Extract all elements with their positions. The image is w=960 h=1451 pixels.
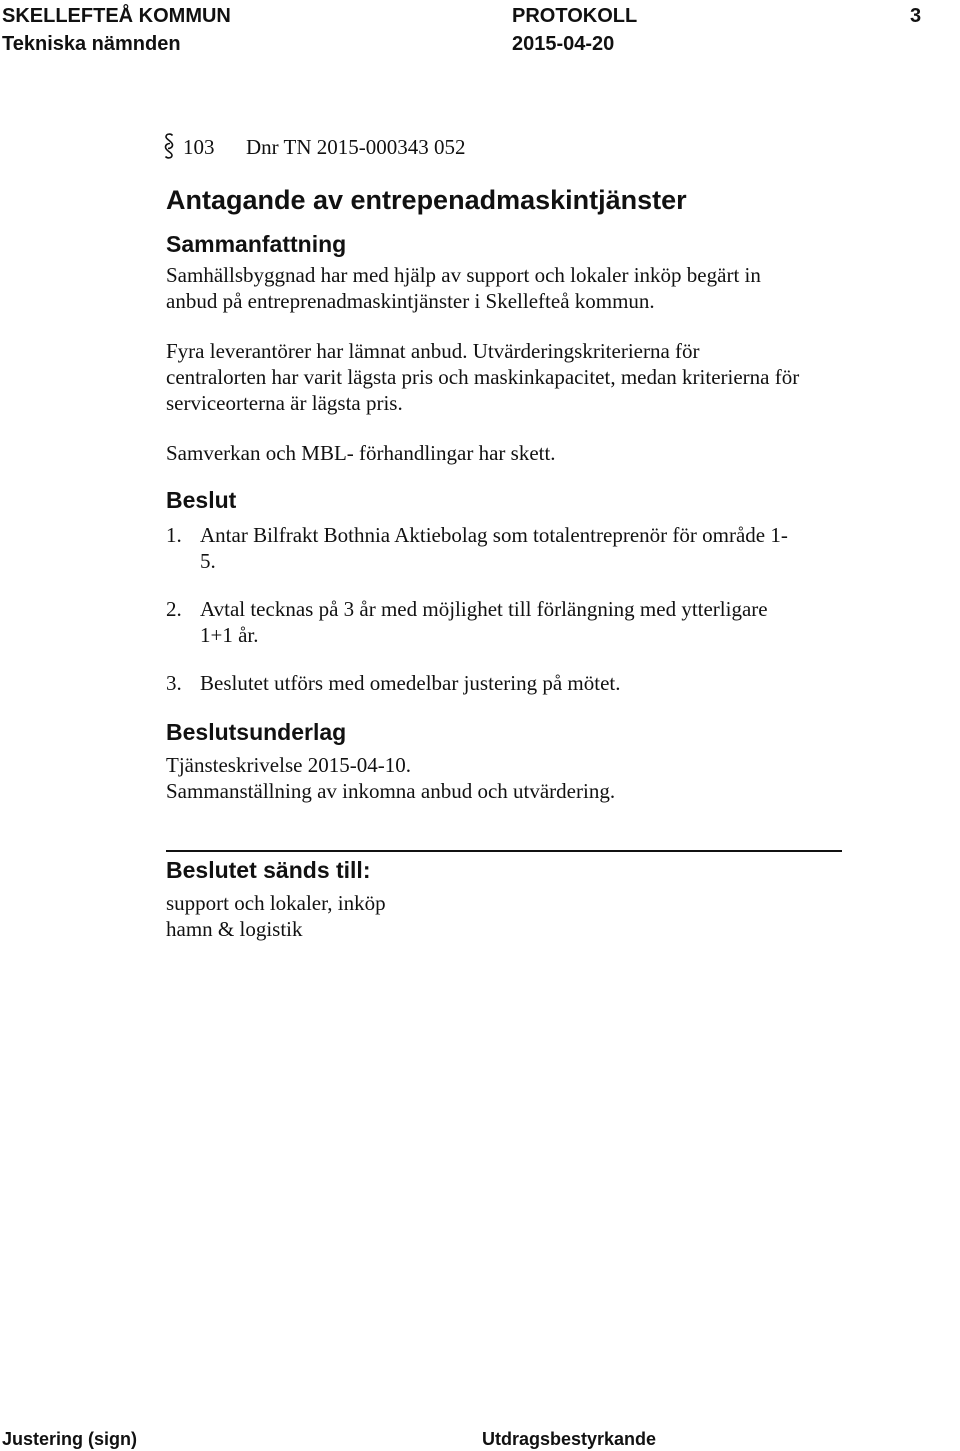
decision-item-text: Avtal tecknas på 3 år med möjlighet till förlängning med ytterligare	[200, 597, 768, 621]
decision-item-text: 1+1 år.	[200, 623, 259, 647]
recipient: hamn & logistik	[166, 917, 303, 941]
footer-certification-label: Utdragsbestyrkande	[482, 1429, 657, 1449]
basis-text: Sammanställning av inkomna anbud och utvärdering.	[166, 779, 616, 803]
summary-text: Samhällsbyggnad har med hjälp av support och lokaler inköp begärt in	[166, 263, 761, 287]
divider-line	[166, 850, 842, 852]
summary-text: anbud på entreprenadmaskintjänster i Skellefteå kommun.	[166, 289, 655, 313]
item-number: 103	[183, 135, 215, 159]
decision-item-text: Antar Bilfrakt Bothnia Aktiebolag som totalentreprenör för område 1-	[200, 523, 788, 547]
summary-text: centralorten har varit lägsta pris och maskinkapacitet, medan kriterierna för	[166, 365, 800, 389]
committee-name: Tekniska nämnden	[2, 33, 181, 55]
decision-heading: Beslut	[166, 487, 237, 513]
footer-signature-label: Justering (sign)	[2, 1429, 138, 1449]
summary-text: Fyra leverantörer har lämnat anbud. Utvärderingskriterierna för	[166, 339, 700, 363]
decision-item-text: Beslutet utförs med omedelbar justering på mötet.	[200, 671, 621, 695]
paragraph-icon	[163, 132, 175, 160]
sent-to-heading: Beslutet sänds till:	[166, 857, 371, 883]
recipient: support och lokaler, inköp	[166, 891, 386, 915]
decision-item-number: 1.	[166, 523, 182, 547]
meeting-date: 2015-04-20	[512, 33, 615, 55]
basis-heading: Beslutsunderlag	[166, 719, 347, 745]
summary-text: serviceorterna är lägsta pris.	[166, 391, 403, 415]
item-dnr: Dnr TN 2015-000343 052	[246, 135, 466, 159]
decision-item-number: 3.	[166, 671, 182, 695]
decision-item-number: 2.	[166, 597, 182, 621]
document-type: PROTOKOLL	[512, 5, 638, 27]
organization-name: SKELLEFTEÅ KOMMUN	[2, 5, 231, 27]
summary-text: Samverkan och MBL- förhandlingar har skett.	[166, 441, 556, 465]
decision-item-text: 5.	[200, 549, 216, 573]
page-number: 3	[910, 5, 922, 27]
summary-heading: Sammanfattning	[166, 231, 347, 257]
item-title: Antagande av entrepenadmaskintjänster	[166, 185, 687, 215]
basis-text: Tjänsteskrivelse 2015-04-10.	[166, 753, 411, 777]
